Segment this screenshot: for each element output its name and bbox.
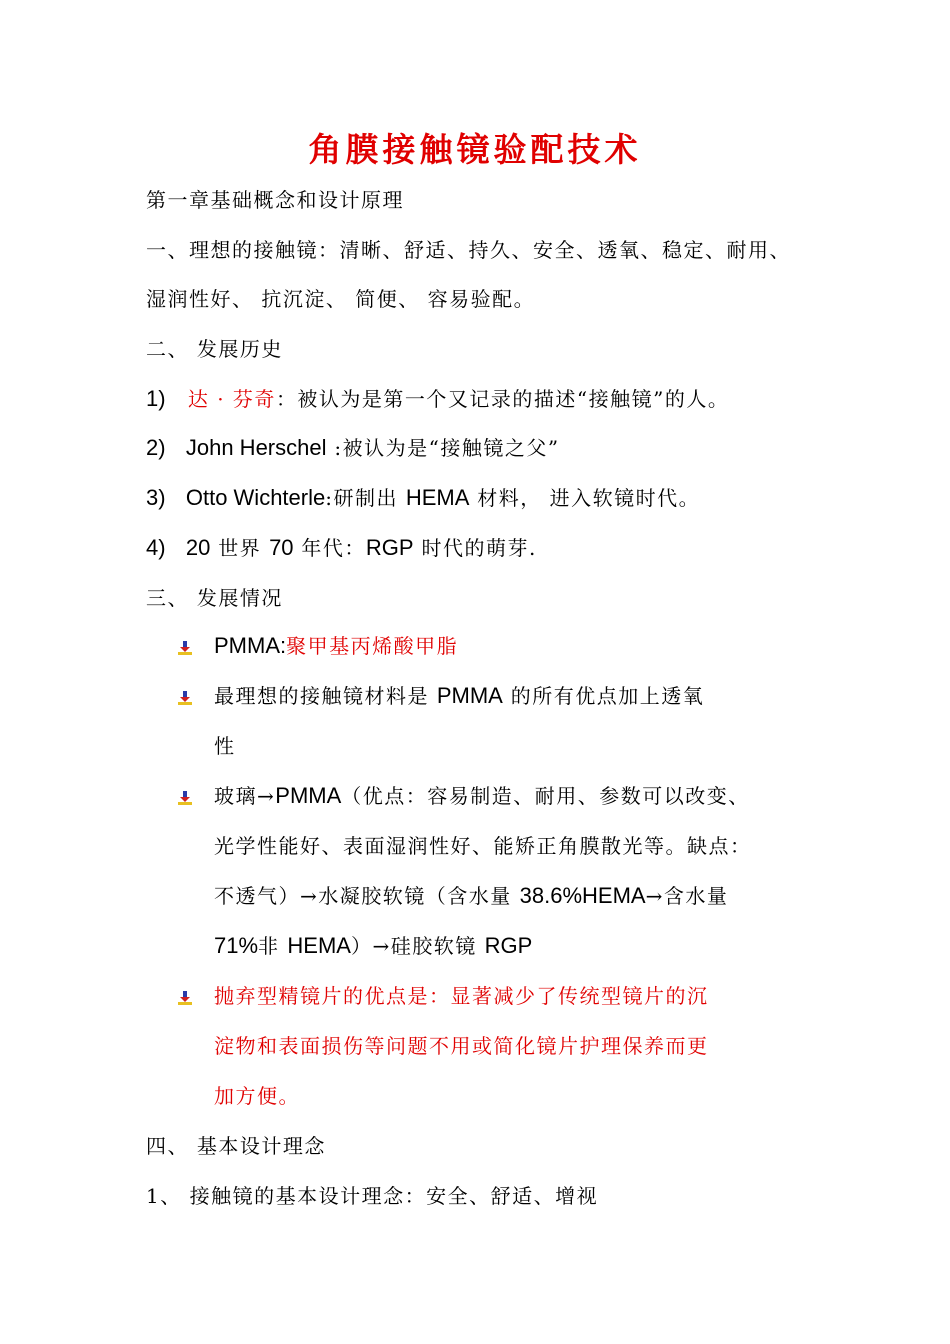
list-number: 3) (146, 485, 166, 510)
bullet-text: 玻璃→ (214, 784, 276, 808)
history-text: 时代的萌芽. (413, 536, 537, 560)
bullet-text: （优点：容易制造、耐用、参数可以改变、 (341, 784, 750, 808)
person-name: Otto Wichterle (185, 485, 326, 510)
bullet-disposable-line-3: 加方便。 (214, 1084, 300, 1108)
bullet-disposable-line-1: 抛弃型精镜片的优点是：显著减少了传统型镜片的沉 (214, 984, 709, 1008)
arrow-bullet-icon (178, 641, 192, 655)
bullet-material-evolution-line-4 (214, 931, 532, 961)
history-text: 年代： (293, 536, 366, 560)
material-name: PMMA (436, 683, 503, 708)
history-text-b: 材料， 进入软镜时代。 (469, 486, 701, 510)
arrow-bullet-icon (178, 791, 192, 805)
number-text: 71% (214, 933, 259, 958)
history-item-1 (146, 384, 729, 414)
person-name: 达 · 芬奇 (187, 387, 276, 411)
material-name: RGP (484, 933, 533, 958)
bullet-text: ）→硅胶软镜 (350, 934, 485, 958)
material-name: 38.6%HEMA (519, 883, 646, 908)
development-heading: 三、 发展情况 (146, 586, 283, 610)
bullet-text: 非 (258, 934, 288, 958)
material-name: RGP (365, 535, 414, 560)
material-name: PMMA (275, 783, 342, 808)
design-item-1: 1、 接触镜的基本设计理念：安全、舒适、增视 (146, 1184, 599, 1208)
bullet-material-evolution-line-1 (214, 781, 750, 811)
material-name: PMMA: (214, 633, 287, 658)
bullet-text: 不透气）→水凝胶软镜（含水量 (214, 884, 520, 908)
person-name: John Herschel (185, 435, 327, 460)
bullet-ideal-material-line-1 (214, 681, 704, 711)
bullet-text: 的所有优点加上透氧 (502, 684, 705, 708)
history-item-2 (146, 433, 560, 463)
bullet-disposable-line-2: 淀物和表面损伤等问题不用或简化镜片护理保养而更 (214, 1034, 709, 1058)
material-name: HEMA (405, 485, 470, 510)
bullet-ideal-material-line-2: 性 (214, 734, 236, 758)
bullet-text: 最理想的接触镜材料是 (214, 684, 437, 708)
document-title: 角膜接触镜验配技术 (308, 130, 642, 169)
material-name: HEMA (287, 933, 351, 958)
arrow-bullet-icon (178, 991, 192, 1005)
bullet-pmma (214, 631, 458, 661)
list-number: 1) (146, 386, 166, 411)
bullet-material-evolution-line-2: 光学性能好、表面湿润性好、能矫正角膜散光等。缺点： (214, 834, 752, 858)
ideal-lens-line-2: 湿润性好、 抗沉淀、 简便、 容易验配。 (146, 287, 536, 311)
bullet-text: →含水量 (645, 884, 729, 908)
bullet-material-evolution-line-3 (214, 881, 728, 911)
history-text: ：被认为是第一个又记录的描述“接触镜”的人。 (275, 387, 730, 411)
arrow-bullet-icon (178, 691, 192, 705)
material-description: 聚甲基丙烯酸甲脂 (286, 634, 459, 658)
history-heading: 二、 发展历史 (146, 337, 283, 361)
history-item-4 (146, 533, 537, 563)
chapter-heading: 第一章基础概念和设计原理 (146, 188, 404, 212)
number-text: 70 (269, 535, 294, 560)
number-text: 20 (185, 535, 211, 560)
design-heading: 四、 基本设计理念 (146, 1134, 326, 1158)
list-number: 4) (146, 535, 166, 560)
ideal-lens-line-1: 一、理想的接触镜：清晰、舒适、持久、安全、透氧、稳定、耐用、 (146, 238, 791, 262)
history-text: :被认为是“接触镜之父” (326, 436, 560, 460)
history-text-a: :研制出 (325, 486, 406, 510)
list-number: 2) (146, 435, 166, 460)
history-text: 世界 (210, 536, 270, 560)
history-item-3 (146, 483, 700, 513)
